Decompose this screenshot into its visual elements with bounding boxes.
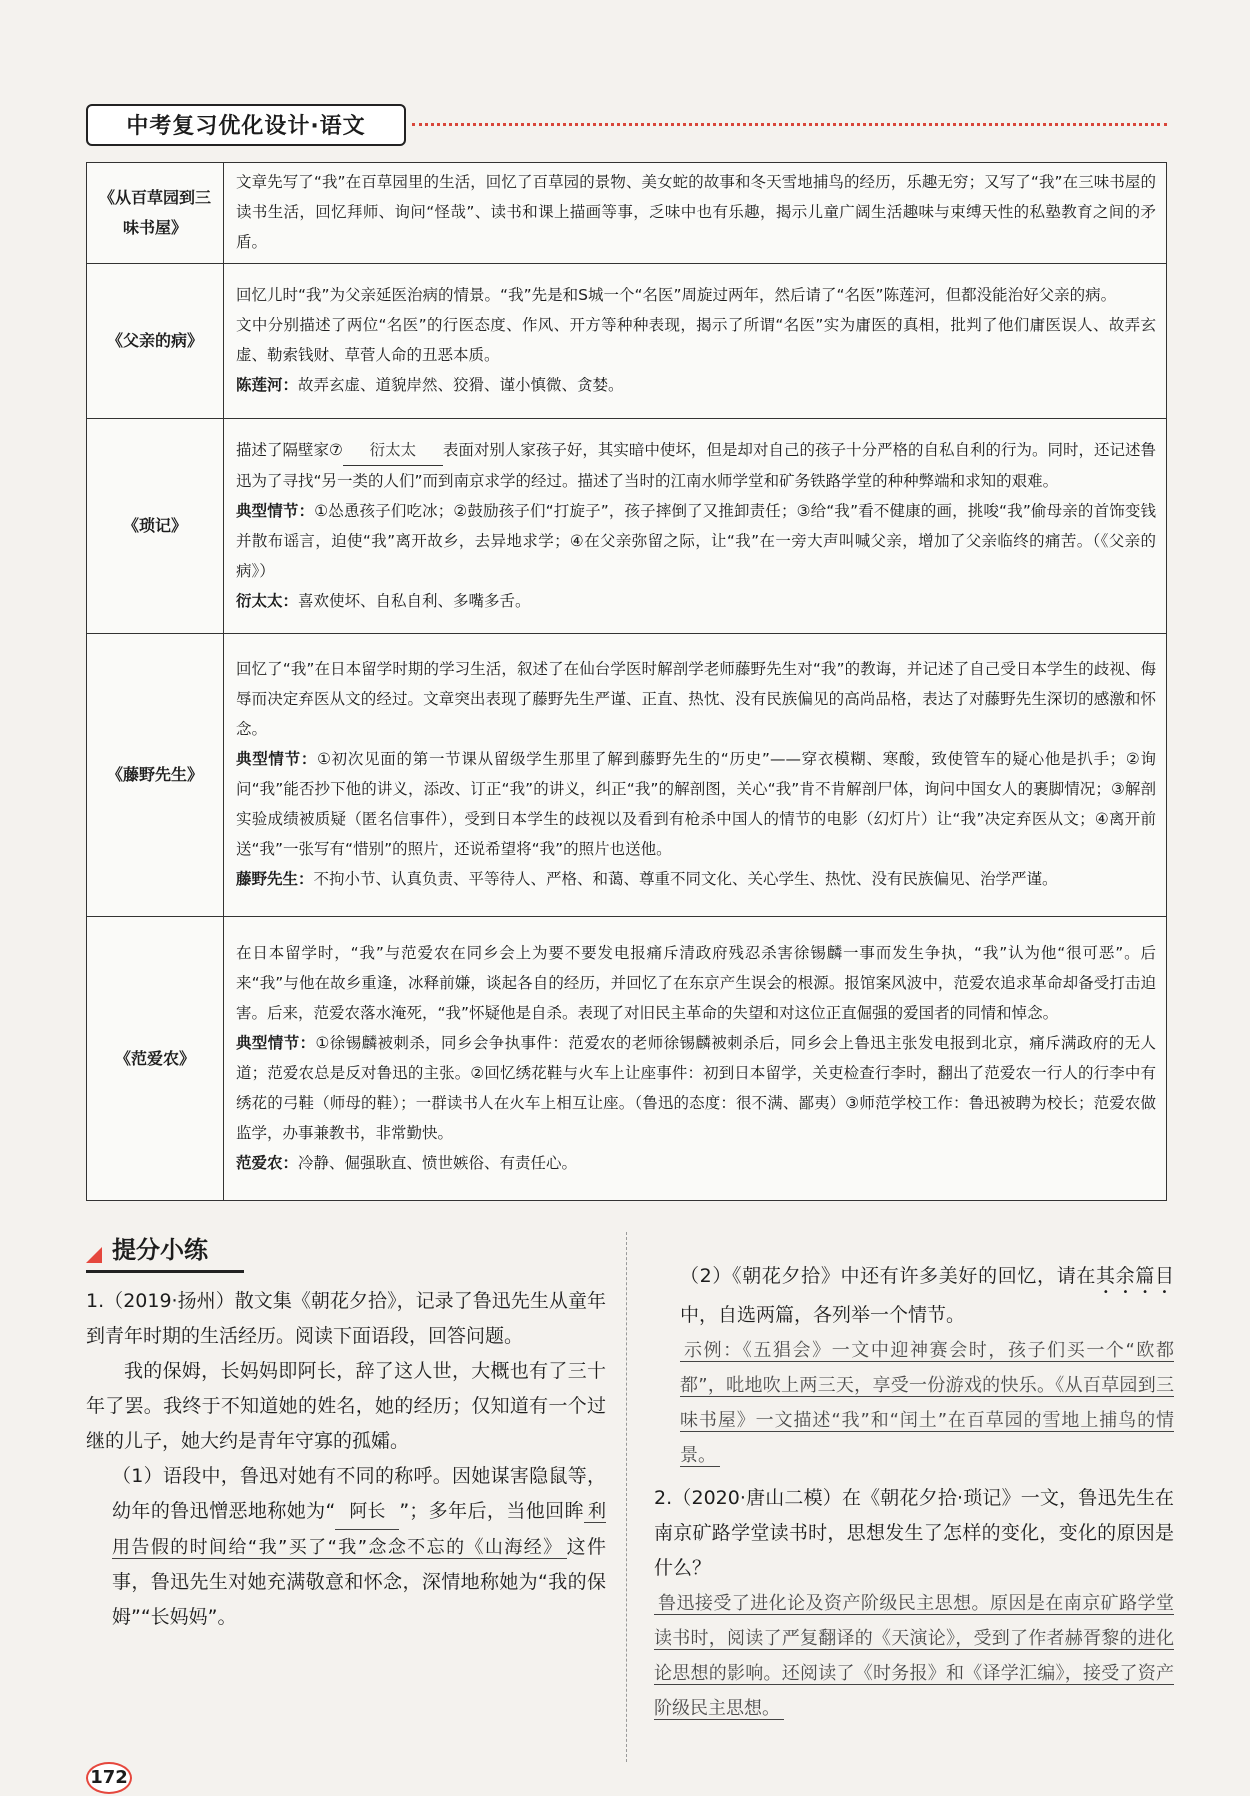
character-label: 藤野先生： <box>236 870 314 888</box>
character-line <box>236 1148 1156 1178</box>
sub-question-text: 这件事，鲁迅先生对她充满敬意和怀念，深情地称她为“我的保姆”“长妈妈”。 <box>112 1536 606 1628</box>
table-row <box>87 917 1167 1201</box>
table-row <box>87 264 1167 419</box>
sub-question-text: 中，自选两篇，各列举一个情节。 <box>680 1304 966 1326</box>
character-label: 衍太太： <box>236 591 299 610</box>
character-traits: 喜欢使坏、自私自利、多嘴多舌。 <box>298 591 531 610</box>
answer-blank: 阿长 <box>335 1494 399 1530</box>
plot-text: ①初次见面的第一节课从留级学生那里了解到藤野先生的“历史”——穿衣模糊、寒酸，致使管车的疑心他是扒手；②询问“我”能否抄下他的讲义，添改、订正“我”的讲义，纠正“我”的解剖图，关心“我”肯不肯解剖尸体，询问中国女人的裹脚情况；③解剖实验成绩被质疑（匿名信事件），受到日本学生的歧视以及看到有枪杀中国人的情节的电影（幻灯片）让“我”决定弃医从文；④离开前送“我”一张写有“惜别”的照片，还说希望将“我”的照片也送他。 <box>236 750 1156 858</box>
answer-blank: 衍太太 <box>343 435 443 466</box>
column-divider <box>626 1232 627 1762</box>
plot-label: 典型情节： <box>236 501 315 520</box>
sub-question-2-answer <box>654 1333 1174 1473</box>
question-2-stem: 2.（2020·唐山二模）在《朝花夕拾·琐记》一文，鲁迅先生在南京矿路学堂读书时，思想发生了怎样的变化，变化的原因是什么？ <box>654 1487 1174 1579</box>
section-title: 提分小练 <box>112 1236 208 1264</box>
summary-text: 回忆了“我”在日本留学时期的学习生活，叙述了在仙台学医时解剖学老师藤野先生对“我”的教诲，并记述了自己受日本学生的歧视、侮辱而决定弃医从文的经过。文章突出表现了藤野先生严谨、正直、热忱、没有民族偏见的高尚品格，表达了对藤野先生深切的感激和怀念。 <box>236 660 1156 738</box>
spacer <box>654 1473 1174 1481</box>
table-row <box>87 419 1167 634</box>
character-traits: 故弄玄虚、道貌岸然、狡猾、谨小慎微、贪婪。 <box>298 376 624 394</box>
summary-text <box>236 435 1156 496</box>
character-line <box>236 370 1156 400</box>
summary-text: 回忆儿时“我”为父亲延医治病的情景。“我”先是和S城一个“名医”周旋过两年，然后请了“名医”陈莲河，但都没能治好父亲的病。 <box>236 286 1117 304</box>
header-dotted-line <box>412 123 1167 126</box>
plot-text: ①徐锡麟被刺杀，同乡会争执事件：范爱农的老师徐锡麟被刺杀后，同乡会上鲁迅主张发电报到北京，痛斥满政府的无人道；范爱农总是反对鲁迅的主张。②回忆绣花鞋与火车上让座事件：初到日本留学，关吏检查行李时，翻出了范爱农一行人的行李中有绣花的弓鞋（师母的鞋）；一群读书人在火车上相互让座。（鲁迅的态度：很不满、鄙夷）③师范学校工作：鲁迅被聘为校长；范爱农做监学，办事兼教书，非常勤快。 <box>236 1033 1156 1142</box>
sub-question-text: ”；多年后，当他回眸 <box>399 1500 584 1522</box>
question-1-continued <box>654 1224 1174 1726</box>
plot-line <box>236 496 1156 586</box>
answer-blank: 利用告假的时间给“我”买了“我”念念不忘的《山海经》 <box>112 1501 606 1558</box>
summary-text: 在日本留学时，“我”与范爱农在同乡会上为要不要发电报痛斥清政府残忍杀害徐锡麟一事而发生争执，“我”认为他“很可恶”。后来“我”与他在故乡重逢，冰释前嫌，谈起各自的经历，并回忆了在东京产生误会的根源。报馆案风波中，范爱农追求革命却备受打击迫害。后来，范爱农落水淹死，“我”怀疑他是自杀。表现了对旧民主革命的失望和对这位正直倔强的爱国者的同情和悼念。 <box>236 943 1156 1022</box>
work-summary <box>224 419 1167 634</box>
sub-question-text: （1）语段中，鲁迅对她有不同的称呼。因她谋害隐鼠等，幼年的鲁迅憎恶地称她为“ <box>112 1465 606 1522</box>
question-stem: 1.（2019·扬州）散文集《朝花夕拾》，记录了鲁迅先生从童年到青年时期的生活经历。阅读下面语段，回答问题。 <box>86 1290 606 1347</box>
character-traits: 冷静、倔强耿直、愤世嫉俗、有责任心。 <box>298 1153 578 1172</box>
character-label: 范爱农： <box>236 1153 299 1172</box>
reading-passage: 我的保姆，长妈妈即阿长，辞了这人世，大概也有了三十年了罢。我终于不知道她的姓名，她的经历；仅知道有一个过继的儿子，她大约是青年守寡的孤孀。 <box>86 1360 606 1452</box>
works-summary-table <box>86 162 1167 1201</box>
page-number: 172 <box>86 1762 132 1794</box>
header-title: 中考复习优化设计·语文 <box>86 104 406 146</box>
work-title: 《父亲的病》 <box>87 264 224 419</box>
summary-text: 文中分别描述了两位“名医”的行医态度、作风、开方等种种表现，揭示了所谓“名医”实为庸医的真相，批判了他们庸医误人、故弄玄虚、勒索钱财、草菅人命的丑恶本质。 <box>236 316 1156 364</box>
sub-question-text: （2）《朝花夕拾》中还有许多美好的回忆，请在 <box>680 1265 1097 1287</box>
table-row <box>87 634 1167 917</box>
work-title: 《琐记》 <box>87 419 224 634</box>
sub-question-2 <box>654 1259 1174 1333</box>
emphasized-text: 其余篇目 <box>1096 1265 1174 1287</box>
work-title: 《藤野先生》 <box>87 634 224 917</box>
continued-spacer <box>654 1224 1174 1259</box>
character-line <box>236 586 1156 616</box>
summary-text-part: 表面对别人家孩子好，其实暗中使坏，但是却对自己的孩子十分严格的自私自利的行为。同时，还记述鲁迅为了寻找“另一类的人们”而到南京求学的经过。描述了当时的江南水师学堂和矿务铁路学堂的种种弊端和求知的艰难。 <box>236 440 1156 490</box>
plot-text: ①怂恿孩子们吃冰；②鼓励孩子们“打旋子”，孩子摔倒了又推卸责任；③给“我”看不健康的画，挑唆“我”偷母亲的首饰变钱并散布谣言，迫使“我”离开故乡，去异地求学；④在父亲弥留之际，让“我”在一旁大声叫喊父亲，增加了父亲临终的痛苦。（《父亲的病》） <box>236 501 1156 580</box>
question-1 <box>86 1284 606 1635</box>
answer-text: 鲁迅接受了进化论及资产阶级民主思想。原因是在南京矿路学堂读书时，阅读了严复翻译的《天演论》，受到了作者赫胥黎的进化论思想的影响。还阅读了《时务报》和《译学汇编》，接受了资产阶级民主思想。 <box>654 1593 1174 1719</box>
work-summary <box>224 264 1167 419</box>
table-row <box>87 163 1167 264</box>
character-traits: 不拘小节、认真负责、平等待人、严格、和蔼、尊重不同文化、关心学生、热忱、没有民族偏见、治学严谨。 <box>313 870 1058 888</box>
plot-label: 典型情节： <box>236 750 318 768</box>
work-summary <box>224 917 1167 1201</box>
work-summary <box>224 163 1167 264</box>
answer-text: 示例：《五猖会》一文中迎神赛会时，孩子们买一个“欧都都”，吡地吹上两三天，享受一份游戏的快乐。《从百草园到三味书屋》一文描述“我”和“闰土”在百草园的雪地上捕鸟的情景。 <box>680 1340 1174 1466</box>
section-underline <box>86 1270 244 1273</box>
summary-text: 文章先写了“我”在百草园里的生活，回忆了百草园的景物、美女蛇的故事和冬天雪地捕鸟的经历，乐趣无穷；又写了“我”在三味书屋的读书生活，回忆拜师、询问“怪哉”、读书和课上描画等事，乏味中也有乐趣，揭示儿童广阔生活趣味与束缚天性的私塾教育之间的矛盾。 <box>236 173 1156 251</box>
work-title: 《范爱农》 <box>87 917 224 1201</box>
corner-mark-icon <box>86 1247 102 1263</box>
plot-line <box>236 1028 1156 1148</box>
character-label: 陈莲河： <box>236 376 299 394</box>
character-line <box>236 864 1156 894</box>
section-heading <box>86 1233 208 1267</box>
plot-line <box>236 744 1156 864</box>
question-2-answer <box>654 1586 1174 1726</box>
plot-label: 典型情节： <box>236 1033 316 1052</box>
work-title: 《从百草园到三味书屋》 <box>87 163 224 264</box>
work-summary <box>224 634 1167 917</box>
sub-question-1 <box>86 1459 606 1635</box>
summary-text-part: 描述了隔壁家⑦ <box>236 440 343 459</box>
